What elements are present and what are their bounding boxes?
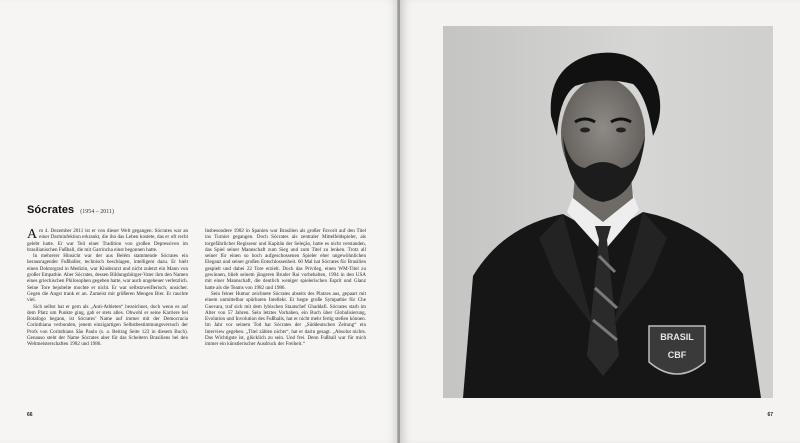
page-number-left: 66 xyxy=(27,412,33,418)
paragraph: Sich selbst hat er gern als „Anti-Athleten“ bezeichnet, doch wenn es auf dem Platz um Punkte ging, gab er stets alles. Obwohl er seine Karriere bei Botafogo begann, ist Sócrates’ Name auf immer mit der Democracia Corinthiana verbunden, jenem einzigartigen Selbstbestimmungsversuch der Profs von Corinthians São Paulo (s. a. Beitrag Seite 123 in diesem Buch). Genauso steht der Name Sócrates aber für das Scheitern Brasiliens bei den Weltmeisterschaften 1982 und 1986. xyxy=(27,303,188,348)
life-dates: (1954 – 2011) xyxy=(80,209,115,215)
page-number-right: 67 xyxy=(767,412,773,418)
paragraph: In mehrerer Hinsicht war der aus Belém stammende Sócrates ein herausragender Fußballer, technisch beschlagen, intelligent dazu. Er hielt einen Doktorgrad in Medizin, war Kinderarzt und nicht zuletzt ein Mann von großer Empathie. Aber Sócrates, dessen Bildungsbürger-Vater ihm den Namen eines griechischen Philosophen gegeben hatte, war auch ungeheuer verletzlich. Seine Tore bejubelte mochte er nicht. Er war selbstzweiflerisch, unsicher. Gegen die Angst trank er an. Zumeist mit größeren Mengen Bier. Er rauchte viel. xyxy=(27,253,188,304)
article-heading xyxy=(27,204,114,216)
right-page xyxy=(400,0,800,443)
portrait-illustration xyxy=(443,26,773,398)
drop-cap: A xyxy=(27,227,38,242)
text-column-1 xyxy=(27,228,188,348)
portrait-photo xyxy=(443,26,773,398)
text-column-2 xyxy=(205,228,366,348)
paragraph: Insbesondere 1982 in Spanien war Brasilien als großer Favorit auf den Titel ins Turnier gegangen. Doch Sócrates als zentraler Mittelfeldspieler, als torgefährlicher Regisseur und Kapitän der Seleção, hatte es nicht verstanden, das Spiel seiner Mannschaft zum Sieg und zum Titel zu lenken. Trotz all seiner für einen so hoch aufgeschossenen Spieler eher ungewöhnlichen Eleganz und seiner großen Entschlossenheit. 60 Mal hat Sócrates für Brasilien gespielt und dabei 22 Tore erzielt. Doch das Privileg, einen WM-Titel zu gewinnen, blieb seinem jüngeren Bruder Raí vorbehalten, 1994 in den USA mit einer Mannschaft, die deutlich weniger spielerischen Esprit und Glanz hatte als die Teams von 1982 und 1986. xyxy=(205,228,366,291)
badge-letters: CBF xyxy=(667,350,687,360)
cbf-badge-icon xyxy=(649,326,705,374)
player-name: Sócrates xyxy=(27,204,75,216)
badge-word: BRASIL xyxy=(660,332,694,342)
paragraph: Am 4. Dezember 2011 ist er von dieser Welt gegangen. Sócrates war an einer Darminfektion erkrankt, die ihn das Leben kostete, das er oft recht gelebt hatte. Er war Teil einer Tradition von großen Depressiven im brasilianischen Fußball, die mit Garrincha einst begonnen hatte. xyxy=(27,227,188,253)
left-page xyxy=(0,0,398,443)
paragraph: Sein feiner Humor zeichnete Sócrates abseits des Platzes aus, gepaart mit einem unmittelbar spürbaren Intellekt. Er hegte große Sympathie für Che Guevara, traf sich mit dem lybischen Staatschef Ghaddafi. Sócrates starb im Alter von 57 Jahren. Sein letztes Vorhaben, ein Buch über Globalisierung, Evolution und Involution des Fußballs, hat er nicht mehr fertig stellen können. Im Jahr vor seinem Tod hat Sócrates der „Süddeutschen Zeitung“ ein Interview gegeben. „Titel zählen nichts“, hat er darin gesagt. „Absolut nichts. Das Wichtigste ist, glücklich zu sein. Und frei. Denn Fußball war für mich immer ein künstlerischer Ausdruck der Freiheit.“ xyxy=(205,290,366,348)
